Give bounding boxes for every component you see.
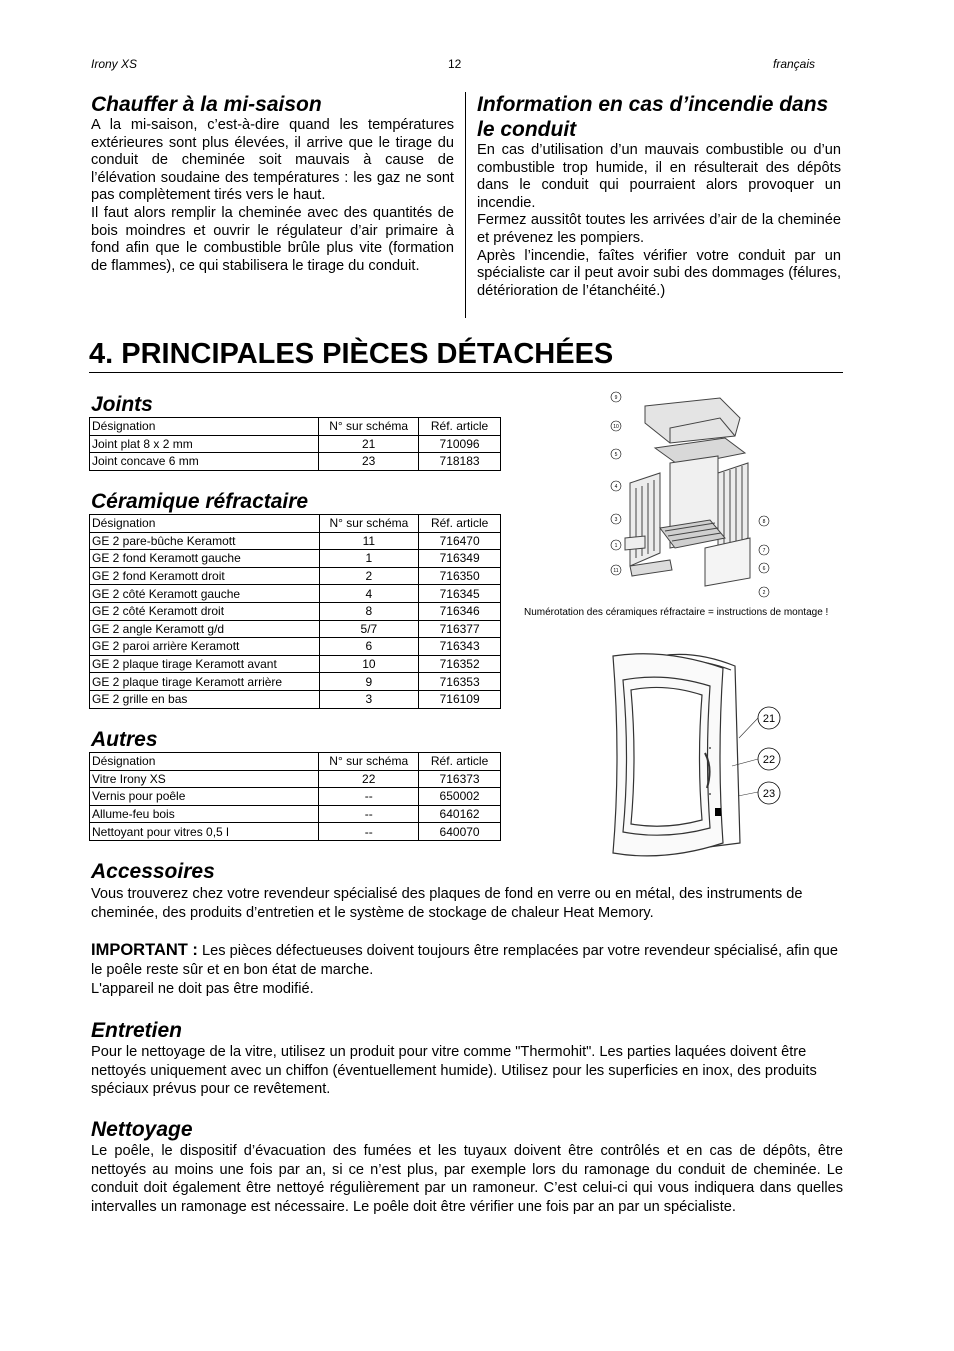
- cell-num: 21: [319, 435, 419, 453]
- table-row: [90, 550, 501, 568]
- cell-designation: GE 2 côté Keramott gauche: [90, 585, 320, 603]
- table-row: [90, 585, 501, 603]
- section-rule: [89, 372, 843, 373]
- cell-ref: 716352: [419, 655, 501, 673]
- table-row: [90, 453, 501, 471]
- heading-chauffer: Chauffer à la mi-saison: [91, 93, 322, 116]
- cell-num: --: [319, 788, 419, 806]
- cell-designation: GE 2 fond Keramott gauche: [90, 550, 320, 568]
- cell-num: 5/7: [319, 620, 419, 638]
- callout-label: 7: [762, 548, 766, 554]
- cell-ref: 716353: [419, 673, 501, 691]
- cell-ref: 650002: [419, 788, 501, 806]
- diagram-door: [605, 648, 790, 860]
- cell-designation: GE 2 plaque tirage Keramott arrière: [90, 673, 320, 691]
- heading-entretien: Entretien: [91, 1019, 183, 1042]
- table-ceramique: [89, 514, 501, 709]
- header-designation: Désignation: [90, 418, 319, 436]
- cell-ref: 716470: [419, 532, 501, 550]
- cell-designation: GE 2 grille en bas: [90, 690, 320, 708]
- cell-num: --: [319, 805, 419, 823]
- table-row: [90, 655, 501, 673]
- cell-designation: GE 2 plaque tirage Keramott avant: [90, 655, 320, 673]
- callout-label: 4: [614, 484, 618, 490]
- cell-designation: GE 2 angle Keramott g/d: [90, 620, 320, 638]
- table-row: [90, 788, 501, 806]
- cell-ref: 716345: [419, 585, 501, 603]
- header-num: N° sur schéma: [319, 515, 419, 533]
- header-ref: Réf. article: [419, 418, 501, 436]
- cell-designation: Joint plat 8 x 2 mm: [90, 435, 319, 453]
- table-row: [90, 690, 501, 708]
- callout-label: 9: [614, 395, 618, 401]
- section-incendie: [477, 92, 841, 300]
- cell-num: 8: [319, 602, 419, 620]
- cell-ref: 640162: [419, 805, 501, 823]
- cell-designation: Nettoyant pour vitres 0,5 l: [90, 823, 319, 841]
- table-header-row: [90, 753, 501, 771]
- table-row: [90, 602, 501, 620]
- cell-designation: Vernis pour poêle: [90, 788, 319, 806]
- cell-ref: 716109: [419, 690, 501, 708]
- cell-designation: Vitre Irony XS: [90, 770, 319, 788]
- important-label: IMPORTANT :: [91, 941, 198, 959]
- cell-ref: 716350: [419, 567, 501, 585]
- table-row: [90, 435, 501, 453]
- callout-label: 3: [614, 517, 618, 523]
- cell-ref: 710096: [419, 435, 501, 453]
- cell-num: 4: [319, 585, 419, 603]
- paragraph-accessoires: Vous trouverez chez votre revendeur spécialisé des plaques de fond en verre ou en métal, des instruments de cheminée, des produits d’entretien et le système de stockage de chaleur Heat Memory.: [91, 886, 803, 921]
- header-designation: Désignation: [90, 753, 319, 771]
- header-language: français: [773, 57, 816, 71]
- cell-designation: GE 2 pare-bûche Keramott: [90, 532, 320, 550]
- cell-designation: Joint concave 6 mm: [90, 453, 319, 471]
- cell-ref: 716346: [419, 602, 501, 620]
- cell-designation: GE 2 paroi arrière Keramott: [90, 638, 320, 656]
- cell-ref: 716377: [419, 620, 501, 638]
- paragraph: Il faut alors remplir la cheminée avec des quantités de bois moindres et ouvrir le régulateur d’air primaire à fond afin que le combustible brûle plus vite (formation de flammes), ce qui stabilisera le tirage du conduit.: [91, 204, 454, 274]
- table-row: [90, 673, 501, 691]
- callout-label: 6: [762, 566, 766, 572]
- header-product: Irony XS: [91, 57, 138, 71]
- cell-num: 6: [319, 638, 419, 656]
- cell-designation: GE 2 côté Keramott droit: [90, 602, 320, 620]
- callout-label: 11: [613, 568, 619, 574]
- callout-label: 8: [762, 519, 766, 525]
- page-number: 12: [448, 57, 462, 71]
- table-autres: [89, 752, 501, 841]
- heading-ceramique: Céramique réfractaire: [91, 490, 309, 513]
- section-chauffer: [91, 92, 454, 275]
- table-header-row: [90, 418, 501, 436]
- section-title: 4. PRINCIPALES PIÈCES DÉTACHÉES: [89, 338, 614, 370]
- table-row: [90, 532, 501, 550]
- table-row: [90, 620, 501, 638]
- callout-label: 2: [762, 590, 766, 596]
- important-text: Les pièces défectueuses doivent toujours être remplacées par votre revendeur spécialisé, afin que le poêle reste sûr et en bon état de marche.: [91, 943, 839, 978]
- diagram-caption: Numérotation des céramiques réfractaire = instructions de montage !: [524, 607, 829, 618]
- paragraph: Après l’incendie, faîtes vérifier votre conduit par un spécialiste car il peut avoir subi des dommages (félures, détérioration de l’étanchéité.): [477, 247, 841, 299]
- header-ref: Réf. article: [419, 515, 501, 533]
- diagram-ceramics: [600, 388, 780, 603]
- cell-num: 1: [319, 550, 419, 568]
- callout-label: 22: [762, 754, 776, 766]
- header-ref: Réf. article: [419, 753, 501, 771]
- callout-label: 23: [762, 788, 776, 800]
- cell-ref: 716343: [419, 638, 501, 656]
- heading-nettoyage: Nettoyage: [91, 1118, 193, 1141]
- heading-incendie: Information en cas d’incendie dans le conduit: [477, 93, 829, 141]
- cell-num: 11: [319, 532, 419, 550]
- cell-designation: Allume-feu bois: [90, 805, 319, 823]
- paragraph: A la mi-saison, c’est-à-dire quand les températures extérieures sont plus élevées, il arrive que le tirage du conduit de cheminée soit mauvais à cause de l’élévation soudaine des températures : les gaz ne sont pas complètement tirés vers le haut.: [91, 117, 454, 204]
- cell-num: 9: [319, 673, 419, 691]
- paragraph-nettoyage: Le poêle, le dispositif d’évacuation des fumées et les tuyaux doivent être contrôlés et en cas de dépôts, être nettoyés au moins une fois par an, si ce n’est plus, par exemple lors du ramonage du conduit de cheminée. Le conduit doit également être nettoyé régulièrement par un ramoneur. C’est celui-ci qui vous indiquera dans quelles intervalles un ramonage est nécessaire. Le poêle doit être vérifier une fois par an par un spécialiste.: [91, 1143, 843, 1215]
- cell-designation: GE 2 fond Keramott droit: [90, 567, 320, 585]
- table-row: [90, 638, 501, 656]
- cell-num: 10: [319, 655, 419, 673]
- header-num: N° sur schéma: [319, 418, 419, 436]
- table-row: [90, 567, 501, 585]
- callout-label: 1: [614, 543, 618, 549]
- heading-accessoires: Accessoires: [91, 860, 215, 883]
- cell-ref: 716373: [419, 770, 501, 788]
- table-header-row: [90, 515, 501, 533]
- cell-ref: 640070: [419, 823, 501, 841]
- cell-num: 3: [319, 690, 419, 708]
- header-num: N° sur schéma: [319, 753, 419, 771]
- cell-num: 22: [319, 770, 419, 788]
- paragraph-entretien: Pour le nettoyage de la vitre, utilisez un produit pour vitre comme "Thermohit". Les parties laquées doivent être nettoyés uniquement avec un chiffon (éventuellement humide). Utilisez pour les superficies en inox, des produits spéciaux prévus pour ce revêtement.: [91, 1044, 817, 1098]
- paragraph-important: [91, 941, 843, 979]
- cell-num: 23: [319, 453, 419, 471]
- column-divider: [465, 92, 466, 318]
- heading-joints: Joints: [91, 393, 153, 416]
- callout-label: 21: [762, 713, 776, 725]
- paragraph: Fermez aussitôt toutes les arrivées d’air de la cheminée et prévenez les pompiers.: [477, 212, 841, 246]
- table-row: [90, 805, 501, 823]
- cell-ref: 718183: [419, 453, 501, 471]
- table-joints: [89, 417, 501, 471]
- paragraph-note: L'appareil ne doit pas être modifié.: [91, 981, 314, 997]
- callout-label: 10: [613, 424, 619, 430]
- cell-ref: 716349: [419, 550, 501, 568]
- table-row: [90, 823, 501, 841]
- cell-num: 2: [319, 567, 419, 585]
- heading-autres: Autres: [91, 728, 158, 751]
- header-designation: Désignation: [90, 515, 320, 533]
- table-row: [90, 770, 501, 788]
- cell-num: --: [319, 823, 419, 841]
- paragraph: En cas d’utilisation d’un mauvais combustible ou d’un combustible trop humide, il en résulterait des dépôts dans le conduit qui pourraient alors provoquer un incendie.: [477, 142, 841, 211]
- callout-label: 5: [614, 452, 618, 458]
